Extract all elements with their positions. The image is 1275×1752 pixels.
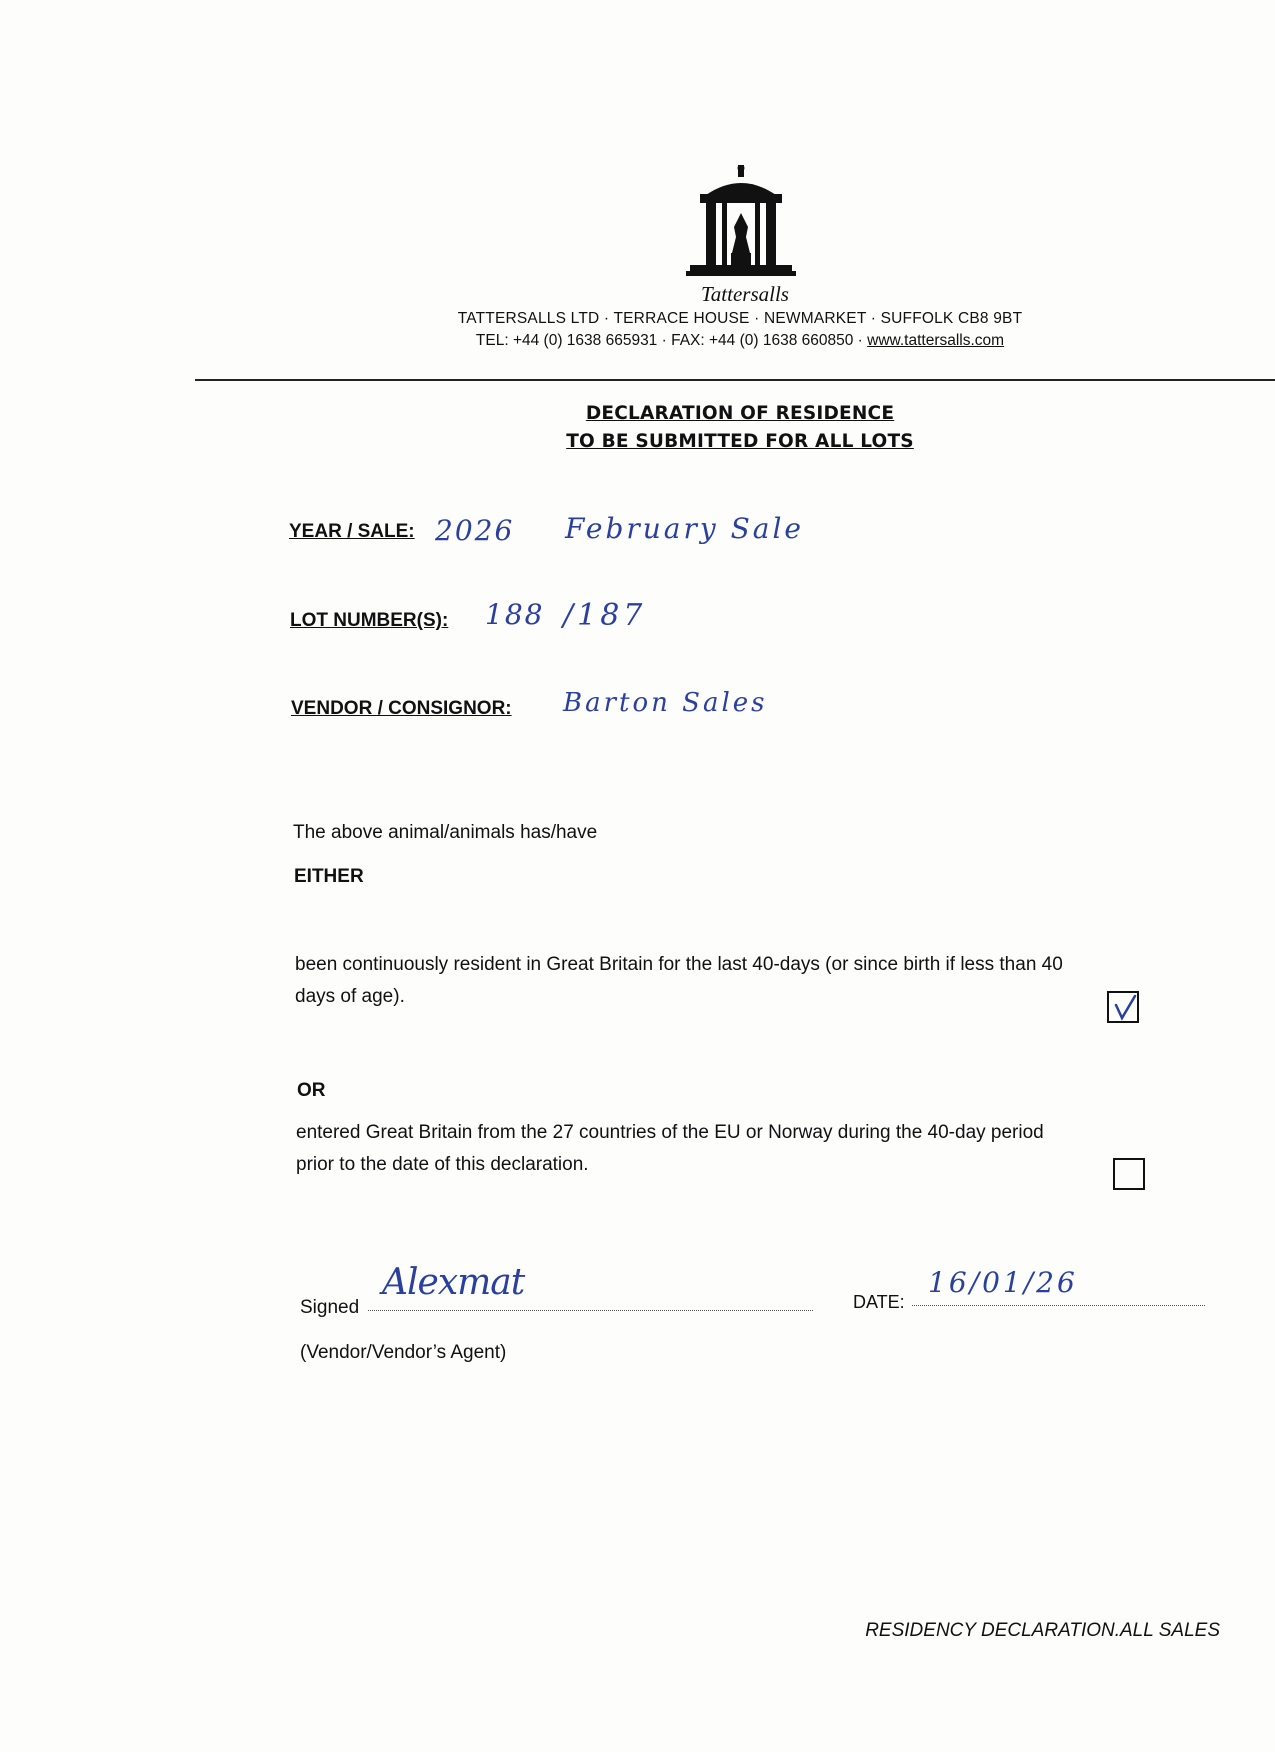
company-contact xyxy=(330,332,1150,350)
header-divider xyxy=(195,379,1275,381)
signature-value[interactable]: Alexmat xyxy=(382,1262,525,1303)
lot-value-2[interactable]: /187 xyxy=(563,598,647,633)
checkmark-icon xyxy=(1109,993,1141,1025)
brand-name: Tattersalls xyxy=(701,282,789,306)
option1-line2: days of age). xyxy=(295,986,405,1007)
date-label: DATE: xyxy=(853,1292,905,1312)
option1-checkbox[interactable] xyxy=(1107,991,1139,1023)
or-heading: OR xyxy=(297,1080,326,1101)
contact-numbers: TEL: +44 (0) 1638 665931 · FAX: +44 (0) 1638 660850 · xyxy=(475,332,868,349)
document-subtitle: TO BE SUBMITTED FOR ALL LOTS xyxy=(566,431,914,452)
option2-checkbox[interactable] xyxy=(1113,1158,1145,1190)
footer-reference: RESIDENCY DECLARATION.ALL SALES xyxy=(865,1620,1220,1641)
year-value[interactable]: 2026 xyxy=(435,514,515,547)
year-sale-label: YEAR / SALE: xyxy=(289,521,415,542)
lot-number-label: LOT NUMBER(S): xyxy=(290,610,449,631)
pavilion-statue-icon xyxy=(686,165,796,285)
signer-role: (Vendor/Vendor’s Agent) xyxy=(300,1342,507,1363)
signed-label: Signed xyxy=(300,1297,360,1318)
option1-text xyxy=(295,949,1215,1013)
website-link[interactable]: www.tattersalls.com xyxy=(867,332,1005,349)
company-address: TATTERSALLS LTD · TERRACE HOUSE · NEWMARKET · SUFFOLK CB8 9BT xyxy=(457,310,1023,327)
sale-value[interactable]: February Sale xyxy=(565,512,805,545)
option2-text xyxy=(296,1117,1216,1181)
option2-line1: entered Great Britain from the 27 countries of the EU or Norway during the 40-day period xyxy=(296,1122,1044,1143)
lot-value-1[interactable]: 188 xyxy=(485,598,545,631)
date-line xyxy=(912,1305,1205,1306)
vendor-value[interactable]: Barton Sales xyxy=(563,688,768,718)
date-value[interactable]: 16/01/26 xyxy=(928,1266,1078,1299)
option2-line2: prior to the date of this declaration. xyxy=(296,1154,589,1175)
either-heading: EITHER xyxy=(294,866,364,887)
option1-line1: been continuously resident in Great Britain for the last 40-days (or since birth if less than 40 xyxy=(295,954,1063,975)
declaration-intro: The above animal/animals has/have xyxy=(293,822,598,843)
vendor-label: VENDOR / CONSIGNOR: xyxy=(291,698,512,719)
document-title: DECLARATION OF RESIDENCE xyxy=(585,403,895,424)
signature-line xyxy=(368,1310,813,1311)
